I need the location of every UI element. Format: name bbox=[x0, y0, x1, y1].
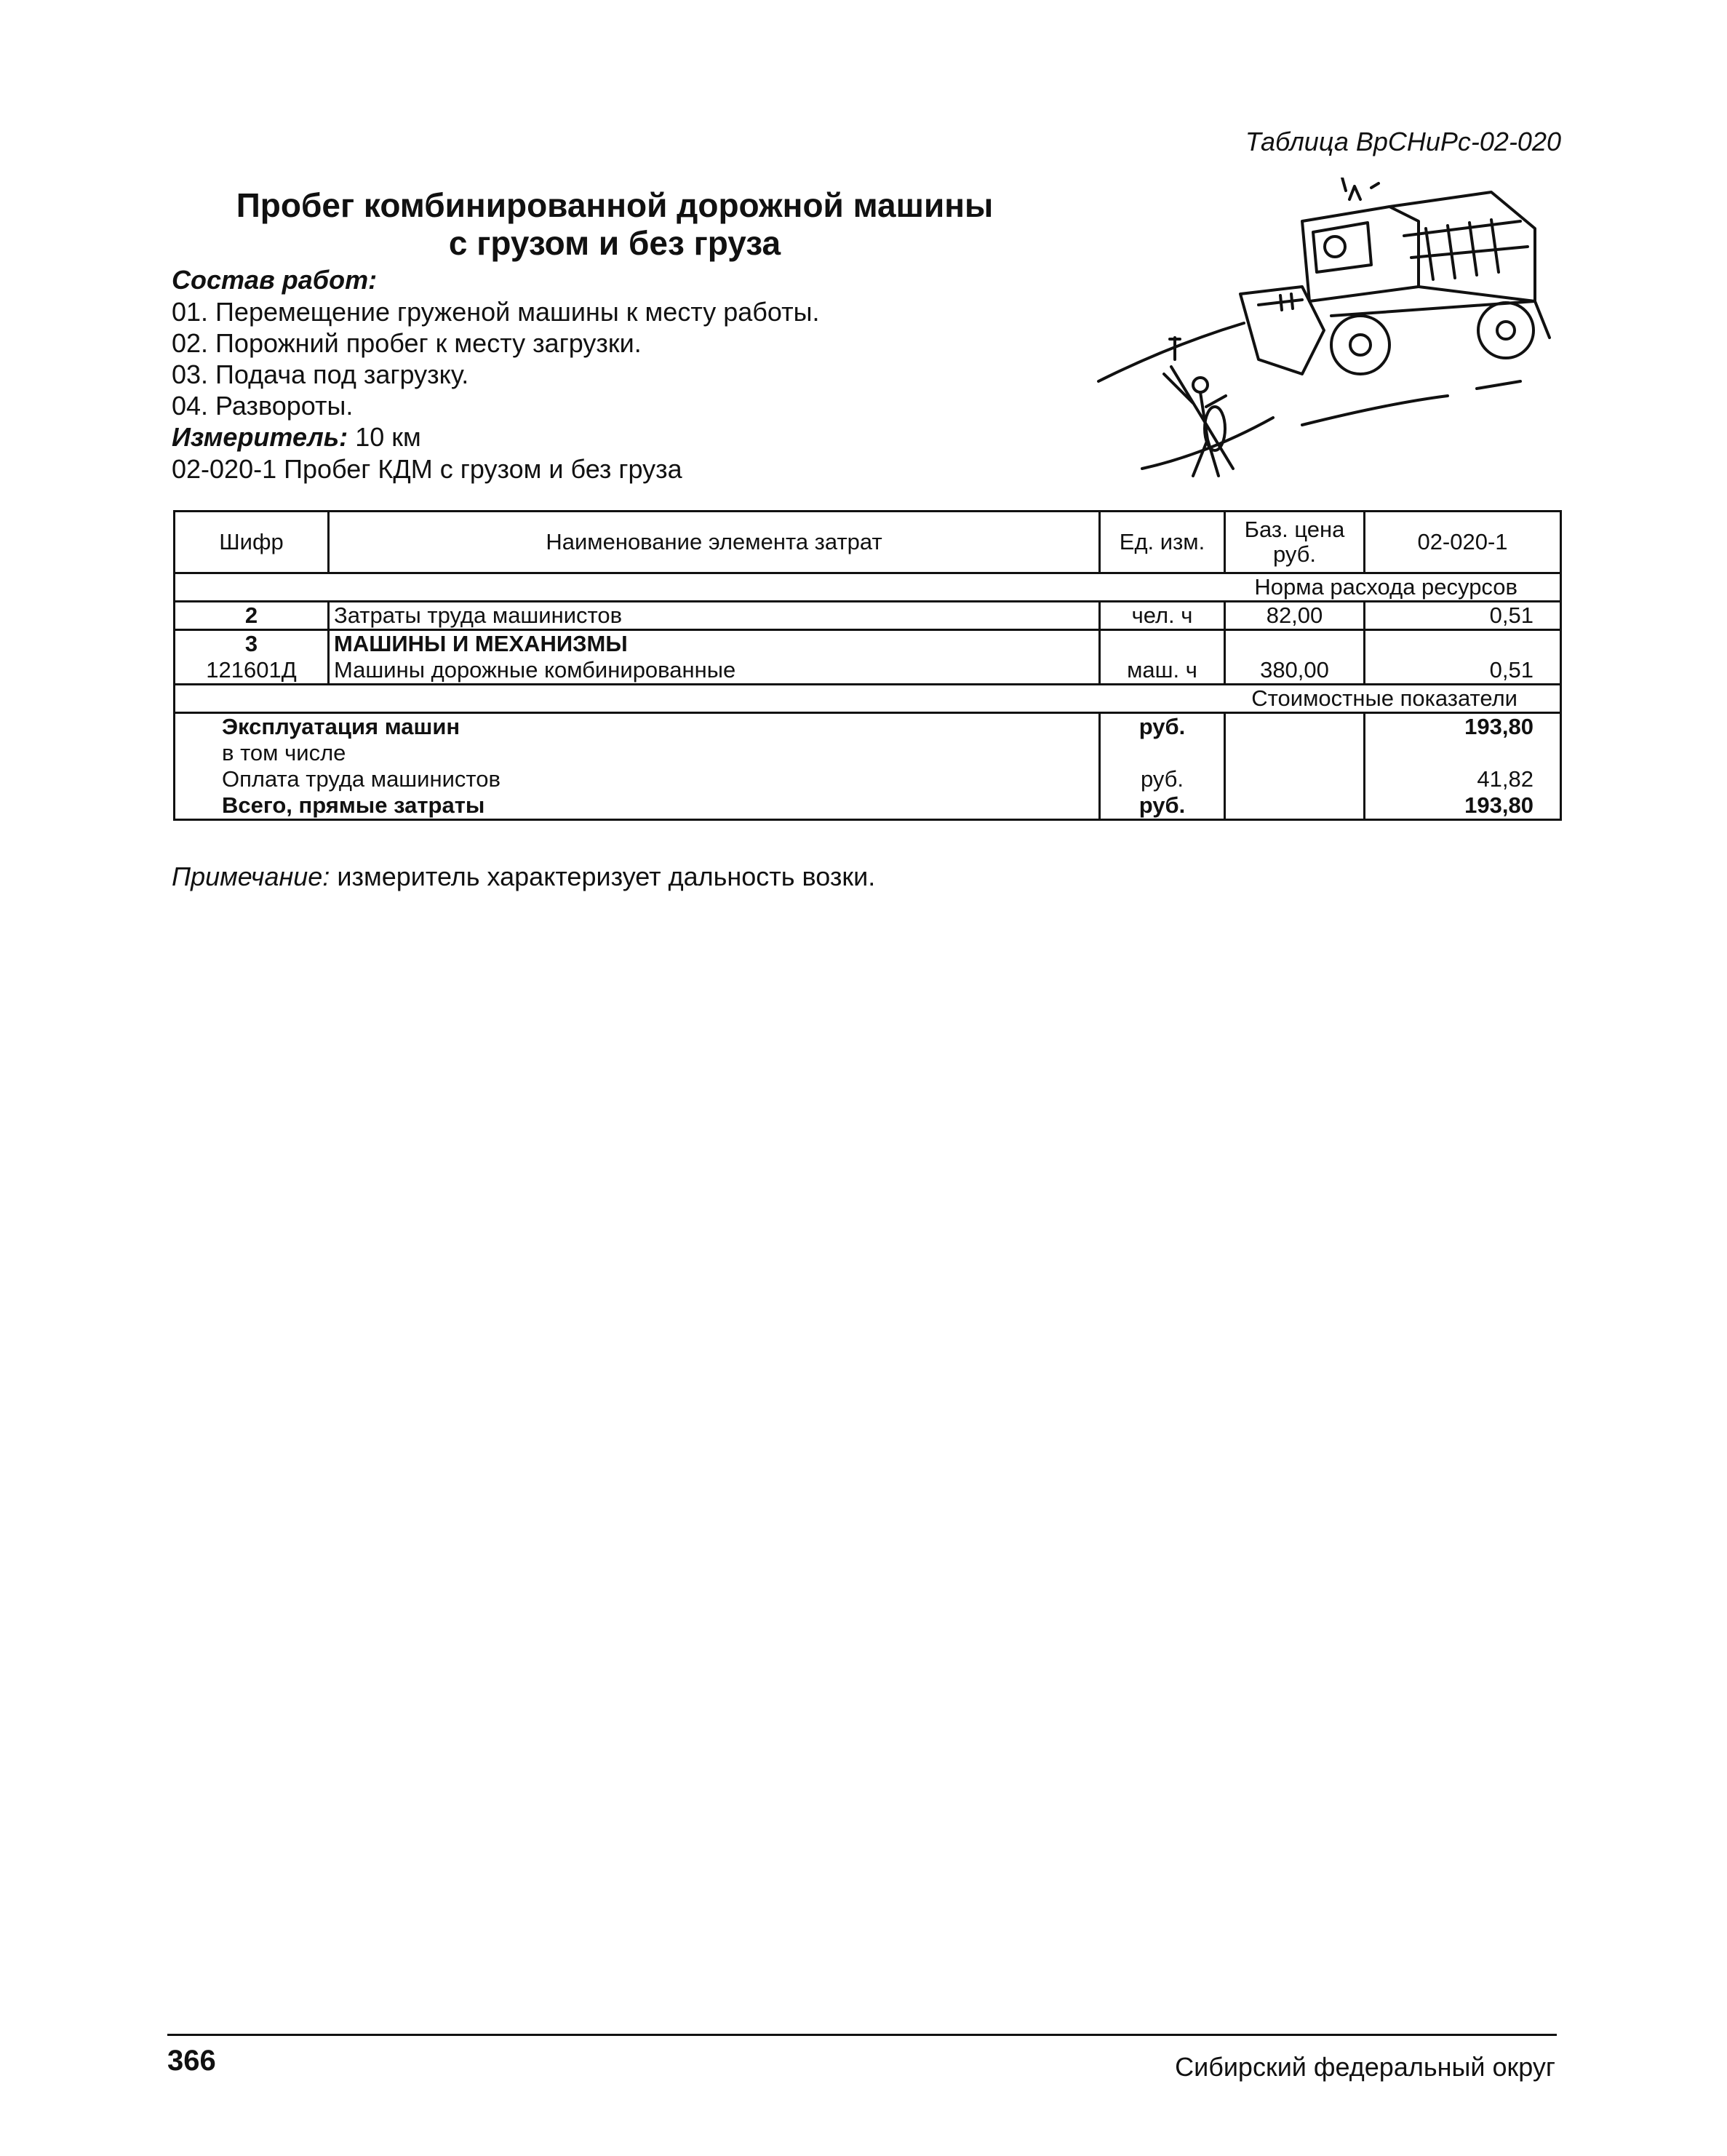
subtitle-code: 02-020-1 Пробег КДМ с грузом и без груза bbox=[172, 454, 682, 484]
cell-name: Затраты труда машинистов bbox=[329, 602, 1100, 630]
table-row bbox=[175, 602, 1561, 630]
measure-value: 10 км bbox=[355, 422, 421, 452]
section-cost-label: Стоимостные показатели bbox=[175, 685, 1561, 713]
cost-price-empty bbox=[1225, 766, 1365, 792]
cost-name: Всего, прямые затраты bbox=[175, 792, 1100, 820]
cell-price: 82,00 bbox=[1225, 602, 1365, 630]
header-price: Баз. цена руб. bbox=[1225, 512, 1365, 573]
work-item: 04. Развороты. bbox=[172, 391, 354, 421]
cost-value: 193,80 bbox=[1365, 792, 1561, 820]
composition-heading: Состав работ: bbox=[172, 265, 378, 295]
cost-name: Эксплуатация машин bbox=[175, 713, 1100, 741]
cost-value: 193,80 bbox=[1365, 713, 1561, 741]
cost-value bbox=[1365, 740, 1561, 766]
cell-norm: 0,51 bbox=[1365, 602, 1561, 630]
cell-unit: чел. ч bbox=[1100, 602, 1225, 630]
cell-code: 2 bbox=[175, 602, 329, 630]
cost-row bbox=[175, 792, 1561, 820]
cost-unit: руб. bbox=[1100, 766, 1225, 792]
cell-price bbox=[1225, 630, 1365, 658]
cell-name: МАШИНЫ И МЕХАНИЗМЫ bbox=[329, 630, 1100, 658]
work-item: 01. Перемещение груженой машины к месту работы. bbox=[172, 297, 820, 327]
page-number: 366 bbox=[167, 2045, 216, 2077]
cell-norm bbox=[1365, 630, 1561, 658]
cell-name: Машины дорожные комбинированные bbox=[329, 657, 1100, 685]
footer-region: Сибирский федеральный округ bbox=[1175, 2052, 1555, 2082]
table-row bbox=[175, 657, 1561, 685]
cost-price-empty bbox=[1225, 713, 1365, 741]
cell-norm: 0,51 bbox=[1365, 657, 1561, 685]
cell-price: 380,00 bbox=[1225, 657, 1365, 685]
page-title bbox=[175, 186, 1055, 262]
cost-row bbox=[175, 740, 1561, 766]
cost-value: 41,82 bbox=[1365, 766, 1561, 792]
table-caption: Таблица ВрСНиРс-02-020 bbox=[1245, 127, 1561, 156]
title-line-2: с грузом и без груза bbox=[448, 224, 781, 262]
cost-row bbox=[175, 713, 1561, 741]
note-label: Примечание: bbox=[172, 862, 330, 891]
cell-code: 3 bbox=[175, 630, 329, 658]
measure-label: Измеритель: bbox=[172, 422, 348, 452]
footer-divider bbox=[167, 2034, 1557, 2036]
cost-price-empty bbox=[1225, 792, 1365, 820]
table-header-row bbox=[175, 512, 1561, 573]
road-machine-illustration bbox=[1084, 178, 1579, 483]
cell-code: 121601Д bbox=[175, 657, 329, 685]
work-item: 02. Порожний пробег к месту загрузки. bbox=[172, 328, 642, 358]
section-row-norm bbox=[175, 573, 1561, 602]
cost-unit: руб. bbox=[1100, 792, 1225, 820]
cost-row bbox=[175, 766, 1561, 792]
header-norm: 02-020-1 bbox=[1365, 512, 1561, 573]
note-text: измеритель характеризует дальность возки. bbox=[337, 862, 876, 891]
title-line-1: Пробег комбинированной дорожной машины bbox=[236, 186, 994, 224]
cost-table bbox=[173, 510, 1562, 821]
cell-unit bbox=[1100, 630, 1225, 658]
cost-unit bbox=[1100, 740, 1225, 766]
work-item: 03. Подача под загрузку. bbox=[172, 359, 469, 389]
cost-name: в том числе bbox=[175, 740, 1100, 766]
header-code: Шифр bbox=[175, 512, 329, 573]
header-name: Наименование элемента затрат bbox=[329, 512, 1100, 573]
cell-unit: маш. ч bbox=[1100, 657, 1225, 685]
header-unit: Ед. изм. bbox=[1100, 512, 1225, 573]
cost-name: Оплата труда машинистов bbox=[175, 766, 1100, 792]
cost-price-empty bbox=[1225, 740, 1365, 766]
cost-unit: руб. bbox=[1100, 713, 1225, 741]
section-row-cost bbox=[175, 685, 1561, 713]
section-norm-label: Норма расхода ресурсов bbox=[175, 573, 1561, 602]
note bbox=[172, 862, 875, 892]
measure-line bbox=[172, 422, 421, 453]
table-row bbox=[175, 630, 1561, 658]
